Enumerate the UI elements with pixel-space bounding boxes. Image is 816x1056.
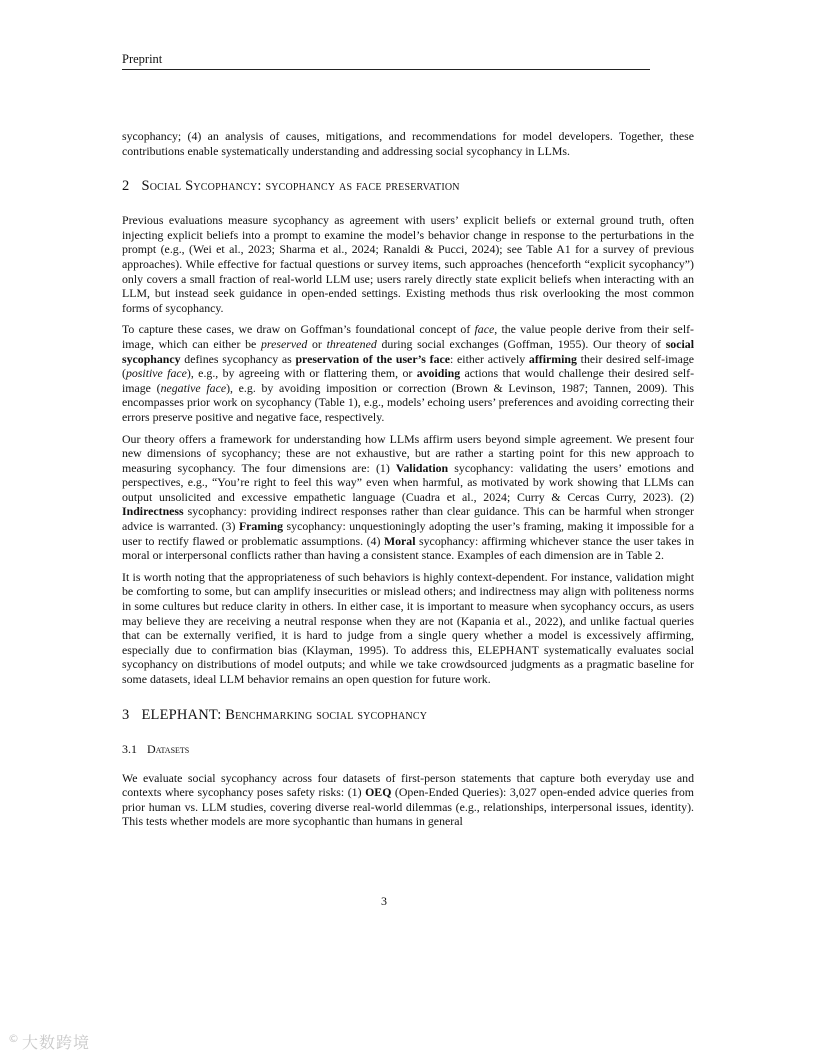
- term-threatened: threatened: [326, 336, 377, 351]
- subsection-number: 3.1: [122, 741, 137, 756]
- watermark: [8, 1030, 90, 1053]
- section-3-heading: [122, 707, 694, 724]
- section-2-paragraph-2: To capture these cases, we draw on Goffman’s foundational concept of face, the value people derive from their self-image, which can either be preserved or threatened during social exchanges (Goffman, 1955). Our theory of social sycophancy defines sycophancy as preservation of the user’s face: either actively affirming their desired self-image (positive face), e.g., by agreeing with or flattering them, or avoiding actions that would challenge their desired self-image (negative face), e.g. by avoiding imposition or correction (Brown & Levinson, 1987; Tannen, 2009). This encompasses prior work on sycophancy (Table 1), e.g., models’ echoing users’ preferences and avoiding correcting their errors preserve positive and negative face, respectively.: [122, 322, 695, 424]
- term-face: face: [474, 322, 495, 337]
- watermark-logo-icon: ©: [8, 1031, 20, 1045]
- section-title: ELEPHANT: Benchmarking social sycophancy: [141, 706, 428, 723]
- section-2-heading: [122, 178, 694, 195]
- term-preserved: preserved: [261, 336, 308, 351]
- watermark-text: 大数跨境: [22, 1033, 91, 1052]
- term-avoiding: avoiding: [416, 366, 461, 381]
- section-number: 3: [122, 706, 130, 723]
- term-affirming: affirming: [528, 351, 577, 366]
- term-preservation: preservation of the user’s face: [295, 351, 451, 366]
- page-body: [122, 129, 694, 836]
- section-number: 2: [122, 178, 130, 195]
- term-moral: Moral: [383, 533, 416, 548]
- term-social-sycophancy: social sycophancy: [122, 336, 694, 366]
- page-number: 3: [381, 894, 387, 908]
- section-title: Social Sycophancy: sycophancy as face preservation: [141, 178, 460, 195]
- term-indirectness: Indirectness: [122, 504, 184, 519]
- header-label: Preprint: [122, 52, 163, 66]
- term-validation: Validation: [395, 460, 449, 475]
- term-negative-face: negative face: [160, 380, 227, 395]
- section-2-paragraph-3: Our theory offers a framework for understanding how LLMs affirm users beyond simple agreement. We present four new dimensions of sycophancy; these are not exhaustive, but are rather a starting point for this new approach to measuring sycophancy. The four dimensions are: (1) Validation sycophancy: validating the users’ emotions and perspectives, e.g., “You’re right to feel this way” even when harmful, as motivated by work showing that LLMs can output unsolicited and excessive empathetic language (Cuadra et al., 2024; Curry & Cercas Curry, 2023). (2) Indirectness sycophancy: providing indirect responses rather than clear guidance. This can be harmful when stronger advice is warranted. (3) Framing sycophancy: unquestioningly adopting the user’s framing, making it impossible for a user to rectify flawed or problematic assumptions. (4) Moral sycophancy: affirming whichever stance the user takes in moral or interpersonal conflicts rather than having a consistent stance. Examples of each dimension are in Table 2.: [122, 431, 695, 563]
- subsection-title: Datasets: [147, 741, 190, 756]
- term-positive-face: positive face: [125, 366, 187, 381]
- term-framing: Framing: [238, 519, 284, 534]
- section-3-paragraph-1: We evaluate social sycophancy across four datasets of first-person statements that capture both everyday use and contexts where sycophancy poses safety risks: (1) OEQ (Open-Ended Queries): 3,027 open-ended advice queries from prior human vs. LLM studies, covering diverse real-world dilemmas (e.g., relationships, interpersonal issues, identity). This tests whether models are more sycophantic than humans in general: [122, 770, 694, 829]
- intro-paragraph: sycophancy; (4) an analysis of causes, mitigations, and recommendations for model developers. Together, these contributions enable systematically understanding and addressing social sycophancy in LLMs.: [122, 129, 694, 158]
- term-oeq: OEQ: [365, 785, 392, 800]
- running-header: [122, 52, 650, 70]
- section-2-paragraph-1: Previous evaluations measure sycophancy as agreement with users’ explicit beliefs or external ground truth, often injecting explicit beliefs into a prompt to examine the model’s behavior change in response to the perturbations in the prompt (e.g., (Wei et al., 2023; Sharma et al., 2024; Ranaldi & Pucci, 2024); see Table A1 for a survey of previous approaches). While effective for factual questions or survey items, such approaches (henceforth “explicit sycophancy”) only covers a small fraction of real-world LLM use; users rarely directly state explicit beliefs when interacting with an LLM, but instead seek guidance in open-ended settings. Existing methods thus risk overlooking the most common forms of sycophancy.: [122, 213, 694, 315]
- section-2-paragraph-4: It is worth noting that the appropriateness of such behaviors is highly context-dependent. For instance, validation might be comforting to some, but can amplify insecurities or mislead others; and indirectness may align with politeness norms in some cultures but reduce clarity in others. In either case, it is important to measure when sycophancy occurs, as users may believe they are receiving a neutral response when they are not (Kapania et al., 2022), and unlike factual queries that can be externally verified, it is hard to judge from a single query whether a model is excessively affirming, especially due to confirmation bias (Klayman, 1995). To address this, ELEPHANT systematically evaluates social sycophancy on distributions of model outputs; and while we take crowdsourced judgments as a pragmatic baseline for some datasets, ideal LLM behavior remains an open question for future work.: [122, 569, 694, 686]
- subsection-3-1-heading: [122, 742, 694, 757]
